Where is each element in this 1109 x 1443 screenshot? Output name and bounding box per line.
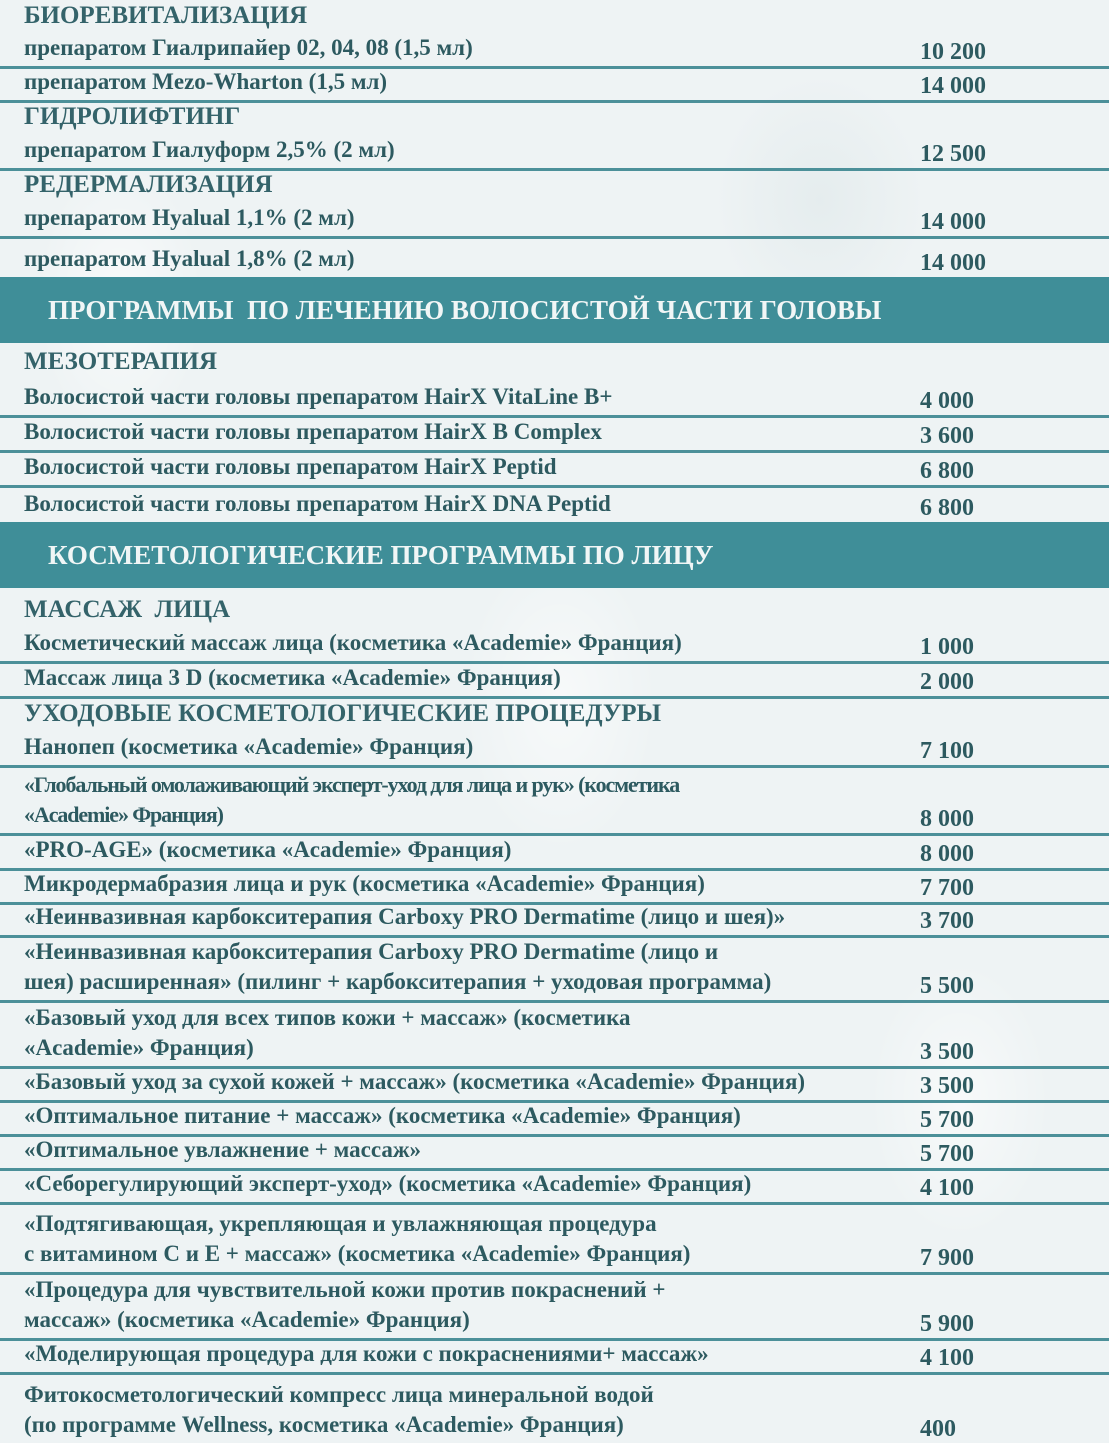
category-title: БИОРЕВИТАЛИЗАЦИЯ [24,2,308,29]
service-price: 8 000 [920,841,974,867]
category-heading [0,171,1109,203]
category-heading [0,343,1109,380]
price-row [0,1205,1109,1272]
service-price: 4 000 [920,388,974,414]
service-name: «Моделирующая процедура для кожи с покраснениями+ массаж» [24,1341,709,1366]
service-name: препаратом Hyalual 1,8% (2 мл) [24,246,355,271]
service-price: 400 [920,1416,956,1442]
section-title: ПРОГРАММЫ ПО ЛЕЧЕНИЮ ВОЛОСИСТОЙ ЧАСТИ ГОЛОВЫ [48,294,882,325]
service-name: «Себорегулирующий эксперт-уход» (косметика «Academie» Франция) [24,1171,752,1196]
service-price: 7 100 [920,738,974,764]
price-row [0,1069,1109,1100]
category-heading [0,588,1109,628]
category-title: МАССАЖ ЛИЦА [24,596,231,623]
service-price: 5 900 [920,1311,974,1337]
price-row [0,938,1109,1000]
service-price: 8 000 [920,806,974,832]
service-price: 3 700 [920,908,974,934]
price-row [0,239,1109,277]
section-banner [0,277,1109,343]
service-price: 10 200 [920,39,986,65]
price-row [0,664,1109,696]
service-name: «Оптимальное увлажнение + массаж» [24,1137,422,1162]
service-price: 5 700 [920,1107,974,1133]
service-name: «Неинвазивная карбокситерапия Carboxy PRO Dermatime (лицо и шея)» [24,904,786,929]
price-row [0,1275,1109,1338]
category-title: РЕДЕРМАЛИЗАЦИЯ [24,171,273,198]
category-heading [0,699,1109,732]
service-price: 4 100 [920,1345,974,1371]
price-row [0,1171,1109,1202]
service-name: «Подтягивающая, укрепляющая и увлажняющая процедура с витамином С и Е + массаж» (косметика «Academie» Франция) [24,1211,691,1266]
price-row [0,1103,1109,1134]
category-title: МЕЗОТЕРАПИЯ [24,348,218,375]
service-name: препаратом Гиалрипайер 02, 04, 08 (1,5 мл) [24,35,473,60]
service-price: 5 500 [920,973,974,999]
category-heading [0,0,1109,34]
service-price: 3 500 [920,1039,974,1065]
service-name: «Процедура для чувствительной кожи против покраснений + массаж» (косметика «Academie» Франция) [24,1277,666,1332]
price-row [0,871,1109,902]
service-name: препаратом Hyalual 1,1% (2 мл) [24,205,355,230]
price-row [0,1003,1109,1066]
service-price: 2 000 [920,669,974,695]
service-name: «Глобальный омолаживающий эксперт-уход для лица и рук» (косметика «Academie» Франция) [24,772,680,827]
section-title: КОСМЕТОЛОГИЧЕСКИЕ ПРОГРАММЫ ПО ЛИЦУ [48,539,714,570]
price-row [0,203,1109,236]
service-name: Волосистой части головы препаратом HairX VitaLine B+ [24,384,613,409]
price-row [0,34,1109,66]
price-row [0,1137,1109,1168]
service-name: «Базовый уход за сухой кожей + массаж» (косметика «Academie» Франция) [24,1069,806,1094]
category-title: УХОДОВЫЕ КОСМЕТОЛОГИЧЕСКИЕ ПРОЦЕДУРЫ [24,700,662,727]
service-name: Волосистой части головы препаратом HairX Peptid [24,454,557,479]
price-row [0,628,1109,661]
price-row [0,1375,1109,1443]
price-row [0,453,1109,485]
service-name: Микродермабразия лица и рук (косметика «Academie» Франция) [24,871,705,896]
price-row [0,905,1109,935]
service-name: «PRO-AGE» (косметика «Academie» Франция) [24,837,512,862]
price-row [0,418,1109,450]
service-price: 12 500 [920,141,986,167]
service-name: Нанопеп (косметика «Academie» Франция) [24,734,474,759]
service-name: препаратом Гиалуформ 2,5% (2 мл) [24,137,395,162]
service-price: 14 000 [920,73,986,99]
service-price: 3 600 [920,423,974,449]
service-price: 4 100 [920,1175,974,1201]
price-row [0,768,1109,833]
service-price: 5 700 [920,1141,974,1167]
service-name: препаратом Mezo-Wharton (1,5 мл) [24,69,388,94]
service-name: Массаж лица 3 D (косметика «Academie» Франция) [24,665,561,690]
price-row [0,732,1109,765]
service-price: 14 000 [920,209,986,235]
price-row [0,836,1109,868]
service-price: 6 800 [920,495,974,521]
service-name: Фитокосметологический компресс лица минеральной водой (по программе Wellness, косметика «Academie» Франция) [24,1382,654,1437]
category-title: ГИДРОЛИФТИНГ [24,103,241,130]
service-name: «Оптимальное питание + массаж» (косметика «Academie» Франция) [24,1103,741,1128]
category-heading [0,103,1109,135]
section-banner [0,522,1109,588]
service-price: 7 700 [920,875,974,901]
price-row [0,135,1109,168]
service-name: Косметический массаж лица (косметика «Academie» Франция) [24,630,682,655]
price-row [0,488,1109,522]
service-price: 14 000 [920,250,986,276]
service-name: «Неинвазивная карбокситерапия Carboxy PRO Dermatime (лицо и шея) расширенная» (пилинг + карбокситерапия + уходовая программа) [24,939,772,994]
service-name: «Базовый уход для всех типов кожи + массаж» (косметика «Academie» Франция) [24,1005,631,1060]
service-name: Волосистой части головы препаратом HairX DNA Peptid [24,491,611,516]
price-row [0,1341,1109,1372]
service-price: 3 500 [920,1073,974,1099]
service-price: 6 800 [920,458,974,484]
service-price: 7 900 [920,1245,974,1271]
service-name: Волосистой части головы препаратом HairX B Complex [24,419,602,444]
price-row [0,69,1109,100]
service-price: 1 000 [920,634,974,660]
price-row [0,380,1109,415]
